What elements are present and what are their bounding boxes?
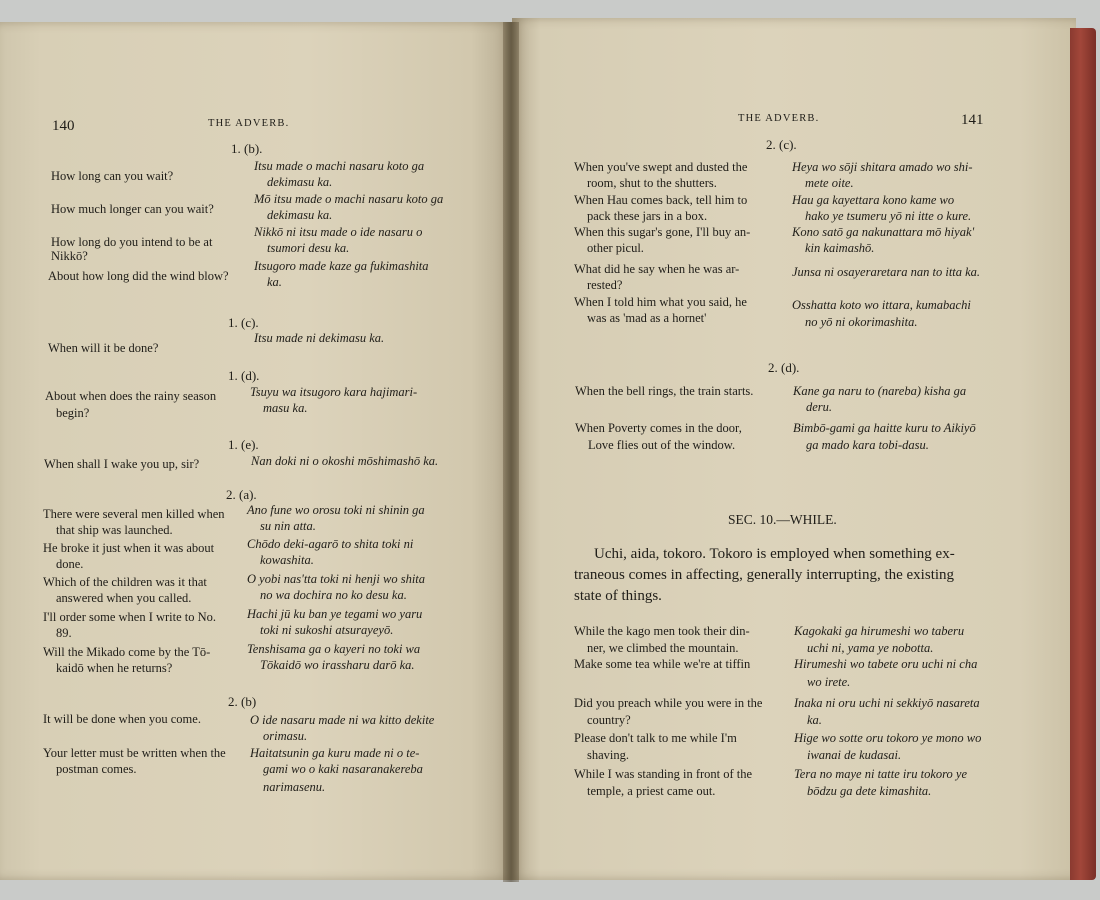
- section-heading: SEC. 10.—WHILE.: [728, 512, 837, 527]
- japanese-sentence: Chōdo deki-agarō to shita toki ni: [247, 537, 414, 551]
- page-number: 140: [52, 118, 75, 134]
- english-sentence: How much longer can you wait?: [51, 202, 214, 216]
- japanese-sentence: orimasu.: [263, 729, 308, 743]
- japanese-sentence: Hachi jū ku ban ye tegami wo yaru: [247, 607, 423, 621]
- japanese-sentence: Hige wo sotte oru tokoro ye mono wo: [794, 731, 982, 745]
- japanese-sentence: Itsu made ni dekimasu ka.: [254, 331, 385, 345]
- japanese-sentence: dekimasu ka.: [267, 208, 333, 222]
- english-sentence: was as 'mad as a hornet': [587, 311, 707, 325]
- japanese-sentence: kin kaimashō.: [805, 241, 875, 255]
- english-sentence: While the kago men took their din-: [574, 624, 750, 638]
- english-sentence: He broke it just when it was about: [43, 541, 215, 555]
- japanese-sentence: ka.: [267, 275, 282, 289]
- japanese-sentence: tsumori desu ka.: [267, 241, 350, 255]
- intro-paragraph: traneous comes in affecting, generally interrupting, the existing: [574, 567, 955, 583]
- japanese-sentence: Nikkō ni itsu made o ide nasaru o: [254, 225, 423, 239]
- english-sentence: When will it be done?: [48, 341, 159, 355]
- english-sentence: How long can you wait?: [51, 169, 174, 183]
- japanese-sentence: kowashita.: [260, 553, 314, 567]
- left-page: [0, 22, 512, 880]
- english-sentence: Please don't talk to me while I'm: [574, 731, 737, 745]
- japanese-sentence: dekimasu ka.: [267, 175, 333, 189]
- japanese-sentence: masu ka.: [263, 401, 308, 415]
- english-sentence: rested?: [587, 278, 623, 292]
- english-sentence: What did he say when he was ar-: [574, 262, 740, 276]
- japanese-sentence: Kagokaki ga hirumeshi wo taberu: [794, 624, 965, 638]
- japanese-sentence: toki ni sukoshi atsurayeyō.: [260, 623, 394, 637]
- japanese-sentence: su nin atta.: [260, 519, 316, 533]
- japanese-sentence: mete oite.: [805, 176, 854, 190]
- english-sentence: There were several men killed when: [43, 507, 225, 521]
- book-spine-gutter: [503, 22, 519, 882]
- english-sentence: shaving.: [587, 748, 630, 762]
- japanese-sentence: Tera no maye ni tatte iru tokoro ye: [794, 767, 968, 781]
- english-sentence: Will the Mikado come by the Tō-: [43, 645, 211, 659]
- japanese-sentence: hako ye tsumeru yō ni itte o kure.: [805, 209, 972, 223]
- japanese-sentence: Itsugoro made kaze ga fukimashita: [254, 259, 429, 273]
- running-header: THE ADVERB.: [208, 118, 290, 129]
- japanese-sentence: bōdzu ga dete kimashita.: [807, 784, 932, 798]
- english-sentence: How long do you intend to be at: [51, 235, 213, 249]
- english-sentence: room, shut to the shutters.: [587, 176, 717, 190]
- japanese-sentence: Hau ga kayettara kono kame wo: [792, 193, 955, 207]
- english-sentence: Love flies out of the window.: [588, 438, 736, 452]
- japanese-sentence: Junsa ni osayeraretara nan to itta ka.: [792, 265, 981, 279]
- intro-paragraph: state of things.: [574, 588, 662, 604]
- english-sentence: When this sugar's gone, I'll buy an-: [574, 225, 751, 239]
- japanese-sentence: Mō itsu made o machi nasaru koto ga: [254, 192, 444, 206]
- japanese-sentence: Haitatsunin ga kuru made ni o te-: [250, 746, 420, 760]
- english-sentence: When I told him what you said, he: [574, 295, 747, 309]
- japanese-sentence: ga mado kara tobi-dasu.: [806, 438, 929, 452]
- japanese-sentence: Osshatta koto wo ittara, kumabachi: [792, 298, 971, 312]
- section-label: 2. (d).: [768, 360, 800, 375]
- japanese-sentence: Hirumeshi wo tabete oru uchi ni cha: [794, 657, 978, 671]
- section-label: 1. (d).: [228, 368, 260, 383]
- english-sentence: Which of the children was it that: [43, 575, 207, 589]
- section-label: 1. (c).: [228, 315, 259, 330]
- english-sentence: Did you preach while you were in the: [574, 696, 763, 710]
- english-sentence: Make some tea while we're at tiffin: [574, 657, 751, 671]
- japanese-sentence: Tenshisama ga o kayeri no toki wa: [247, 642, 421, 656]
- japanese-sentence: Kono satō ga nakunattara mō hiyak': [792, 225, 975, 239]
- japanese-sentence: Itsu made o machi nasaru koto ga: [254, 159, 425, 173]
- english-sentence: About how long did the wind blow?: [48, 269, 229, 283]
- japanese-sentence: O yobi nas'tta toki ni henji wo shita: [247, 572, 426, 586]
- japanese-sentence: iwanai de kudasai.: [807, 748, 902, 762]
- japanese-sentence: Nan doki ni o okoshi mōshimashō ka.: [251, 454, 439, 468]
- english-sentence: When the bell rings, the train starts.: [575, 384, 754, 398]
- english-sentence: I'll order some when I write to No.: [43, 610, 217, 624]
- english-sentence: About when does the rainy season: [45, 389, 217, 403]
- page-number: 141: [961, 112, 984, 128]
- english-sentence: begin?: [56, 406, 90, 420]
- intro-paragraph: Uchi, aida, tokoro. Tokoro is employed when something ex-: [594, 546, 955, 562]
- english-sentence: When Hau comes back, tell him to: [574, 193, 748, 207]
- section-label: 2. (b): [228, 694, 257, 709]
- japanese-sentence: O ide nasaru made ni wa kitto dekite: [250, 713, 435, 727]
- english-sentence: answered when you called.: [56, 591, 192, 605]
- english-sentence: that ship was launched.: [56, 523, 173, 537]
- section-label: 2. (c).: [766, 137, 797, 152]
- red-cover-edge: [1070, 28, 1096, 880]
- english-sentence: temple, a priest came out.: [587, 784, 716, 798]
- english-sentence: ner, we climbed the mountain.: [587, 641, 739, 655]
- japanese-sentence: no wa dochira no ko desu ka.: [260, 588, 407, 602]
- japanese-sentence: Tōkaidō wo irassharu darō ka.: [260, 658, 415, 672]
- english-sentence: When Poverty comes in the door,: [575, 421, 742, 435]
- japanese-sentence: gami wo o kaki nasaranakereba: [263, 762, 423, 776]
- english-sentence: kaidō when he returns?: [56, 661, 173, 675]
- english-sentence: Your letter must be written when the: [43, 746, 226, 760]
- right-page: [512, 18, 1076, 880]
- english-sentence: Nikkō?: [51, 249, 88, 263]
- english-sentence: While I was standing in front of the: [574, 767, 753, 781]
- japanese-sentence: deru.: [806, 400, 833, 414]
- section-label: 1. (b).: [231, 141, 263, 156]
- japanese-sentence: Ano fune wo orosu toki ni shinin ga: [247, 503, 425, 517]
- english-sentence: pack these jars in a box.: [587, 209, 708, 223]
- japanese-sentence: Heya wo sōji shitara amado wo shi-: [792, 160, 973, 174]
- japanese-sentence: Kane ga naru to (nareba) kisha ga: [793, 384, 967, 398]
- japanese-sentence: wo irete.: [807, 675, 851, 689]
- english-sentence: done.: [56, 557, 84, 571]
- section-label: 1. (e).: [228, 437, 259, 452]
- japanese-sentence: uchi ni, yama ye nobotta.: [807, 641, 934, 655]
- japanese-sentence: Inaka ni oru uchi ni sekkiyō nasareta: [794, 696, 980, 710]
- japanese-sentence: Bimbō-gami ga haitte kuru to Aikiyō: [793, 421, 976, 435]
- japanese-sentence: ka.: [807, 713, 822, 727]
- japanese-sentence: Tsuyu wa itsugoro kara hajimari-: [250, 385, 418, 399]
- english-sentence: When you've swept and dusted the: [574, 160, 748, 174]
- section-label: 2. (a).: [226, 487, 257, 502]
- english-sentence: other picul.: [587, 241, 644, 255]
- english-sentence: When shall I wake you up, sir?: [44, 457, 200, 471]
- japanese-sentence: narimasenu.: [263, 780, 326, 794]
- running-header: THE ADVERB.: [738, 113, 820, 124]
- english-sentence: 89.: [56, 626, 72, 640]
- english-sentence: It will be done when you come.: [43, 712, 201, 726]
- english-sentence: country?: [587, 713, 631, 727]
- japanese-sentence: no yō ni okorimashita.: [805, 315, 918, 329]
- english-sentence: postman comes.: [56, 762, 137, 776]
